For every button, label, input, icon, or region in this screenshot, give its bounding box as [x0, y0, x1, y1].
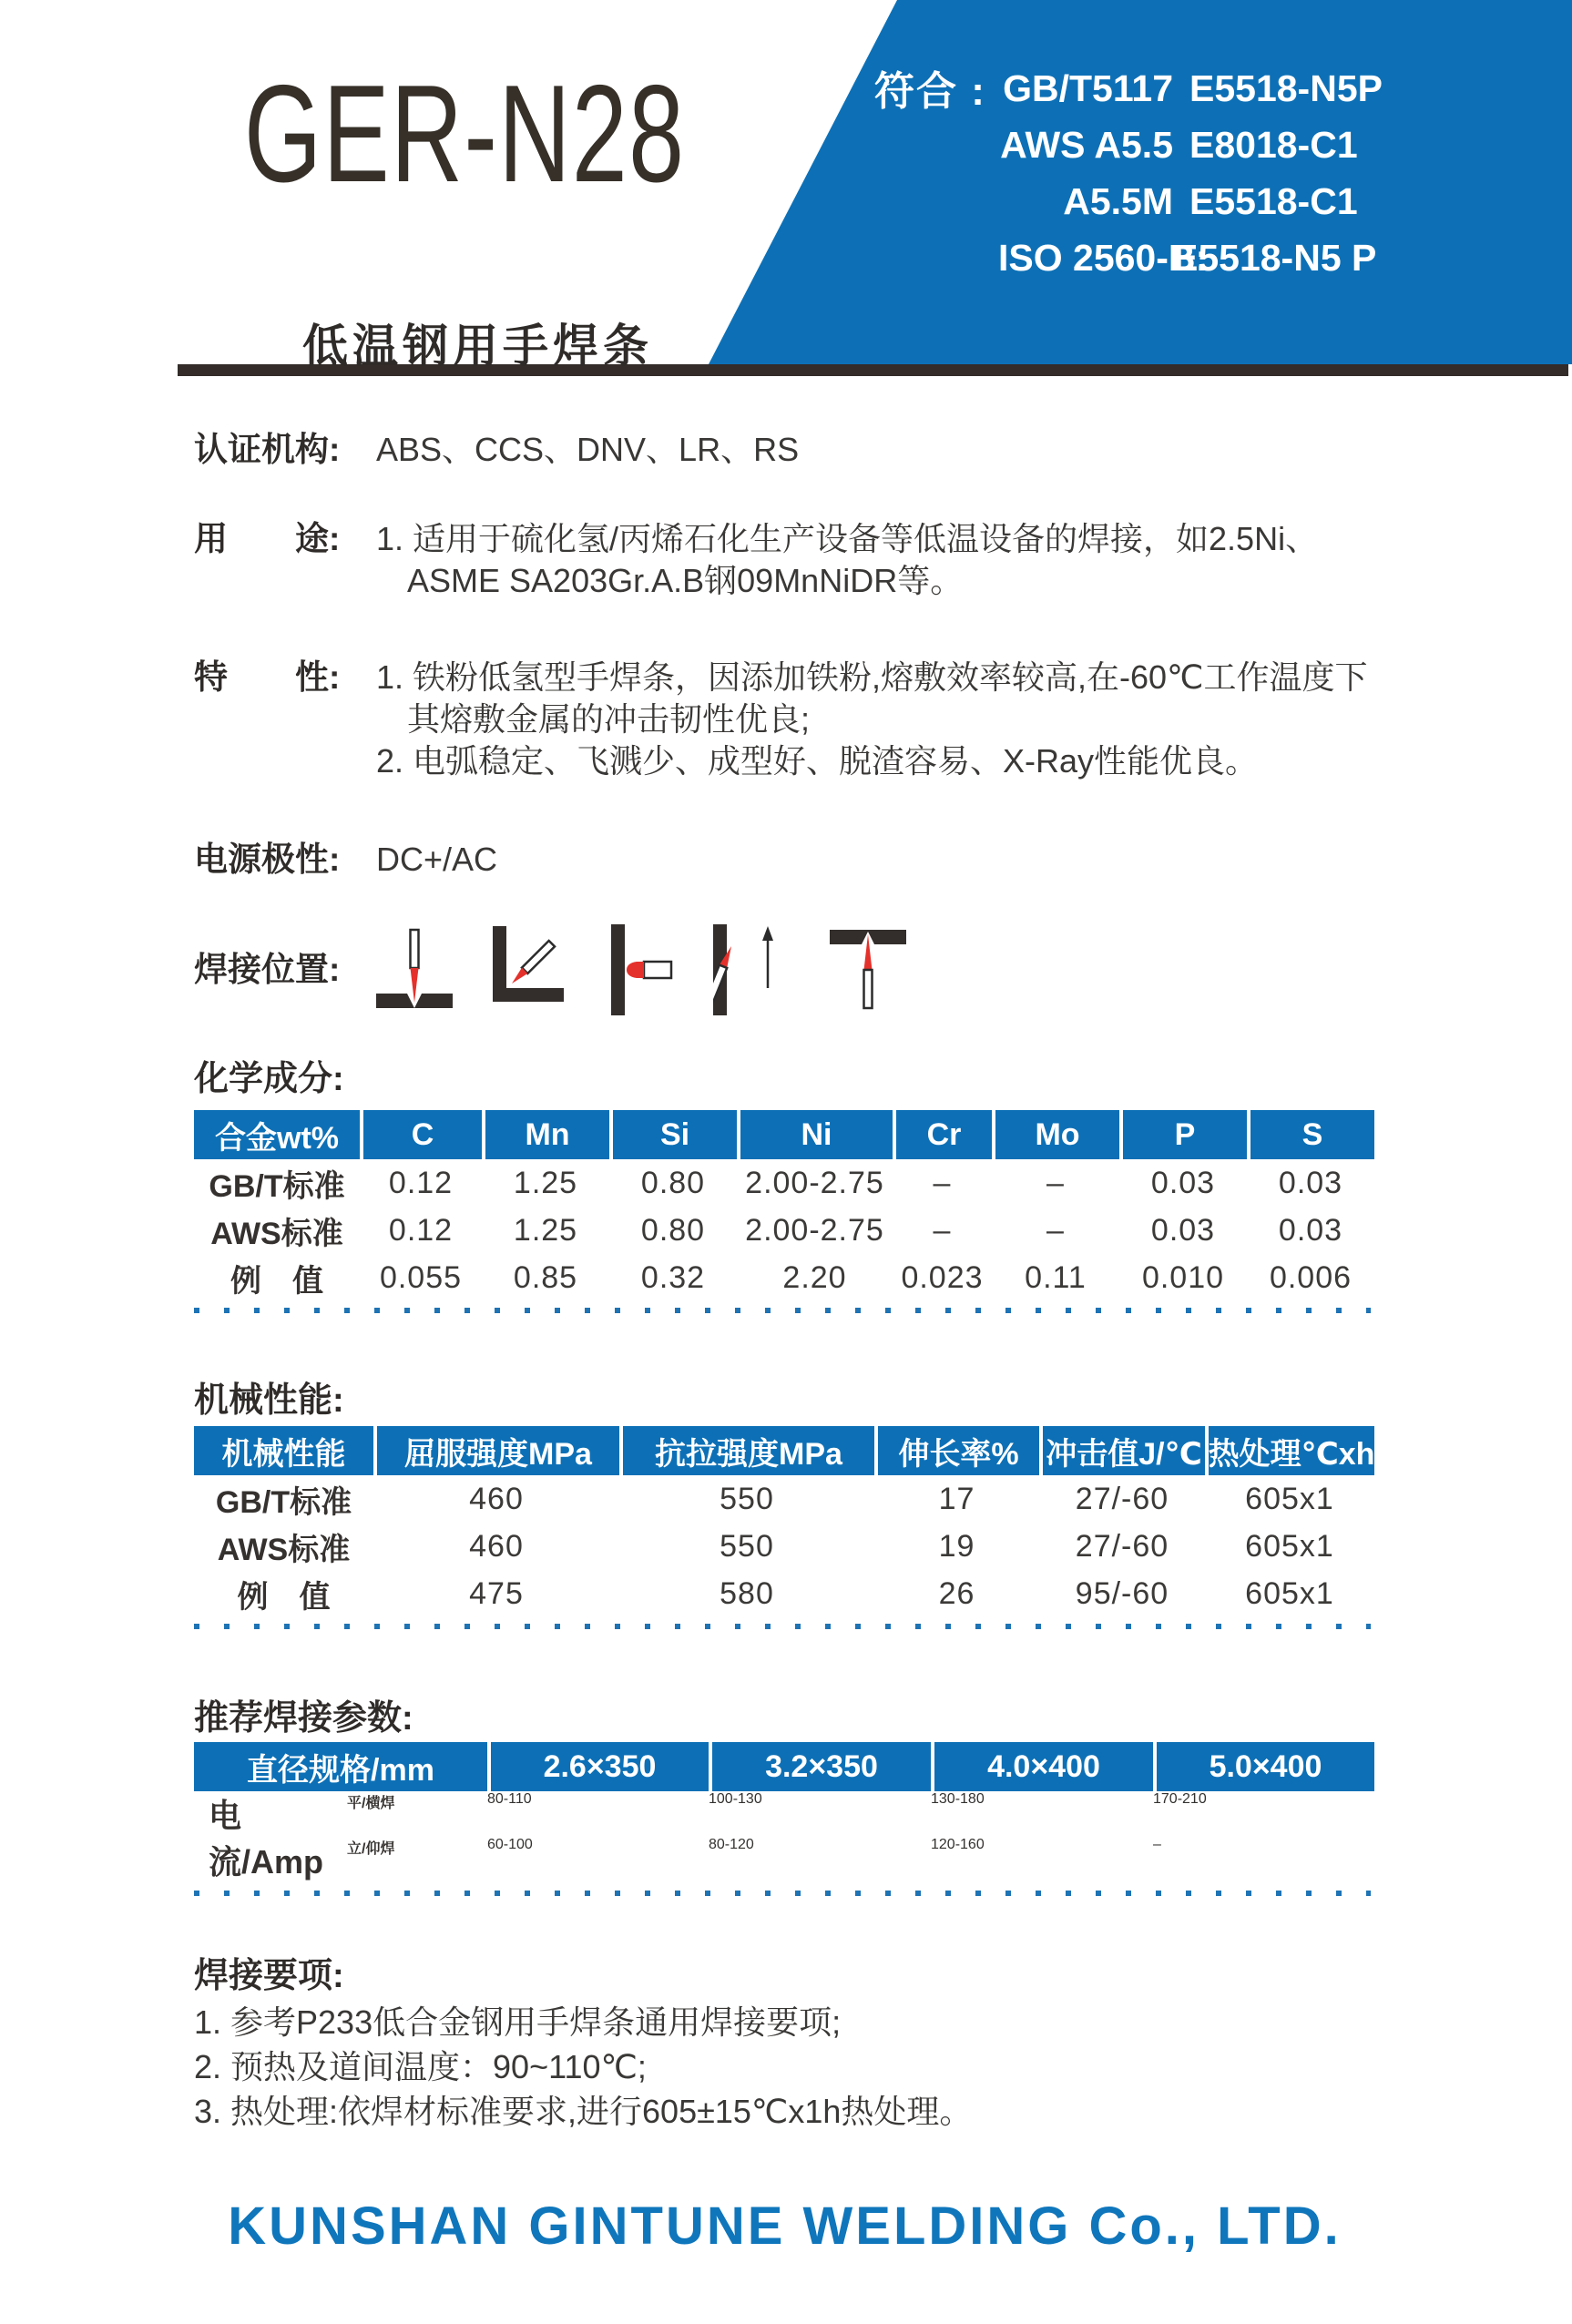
chem-cell: 0.11: [1025, 1259, 1087, 1295]
overhead-position-icon: [830, 924, 906, 1015]
compliance-line: [998, 229, 1383, 286]
product-subtitle: 低温钢用手焊条: [302, 321, 653, 372]
compliance-list: [998, 60, 1383, 286]
usage-line: 1. 适用于硫化氢/丙烯石化生产设备等低温设备的焊接，如2.5Ni、: [376, 520, 1319, 557]
compliance-standard: ISO 2560-B:: [998, 236, 1209, 279]
positions-label: 焊接位置:: [194, 951, 341, 988]
chem-cell: 1.25: [513, 1165, 578, 1200]
mech-header-cell: 抗拉强度MPa: [619, 1426, 874, 1475]
params-cell: 170-210: [1153, 1791, 1207, 1807]
mech-cell: 27/-60: [1075, 1481, 1169, 1516]
chem-cell: 0.85: [513, 1259, 578, 1295]
chem-row-label: GB/T标准: [209, 1168, 345, 1204]
mech-table-row: [194, 1475, 1375, 1523]
mech-header-cell: 热处理℃xh: [1205, 1426, 1374, 1475]
chem-row-label: AWS标准: [210, 1216, 343, 1251]
compliance-class: E8018-C1: [1189, 123, 1358, 166]
params-cell: 120-160: [931, 1837, 985, 1852]
feature-label: 特 性:: [194, 658, 341, 696]
mech-cell: 605x1: [1245, 1528, 1334, 1564]
usage-line: ASME SA203Gr.A.B钢09MnNiDR等。: [407, 562, 964, 599]
mech-cell: 550: [720, 1481, 774, 1516]
compliance-standard: AWS A5.5: [1000, 123, 1173, 166]
compliance-class: E5518-N5 P: [1173, 236, 1377, 279]
chem-header-cell: Cr: [893, 1110, 992, 1159]
chem-header-cell: P: [1119, 1110, 1247, 1159]
mech-header-cell: 冲击值J/℃: [1039, 1426, 1205, 1475]
vertical-up-position-icon: [713, 924, 790, 1015]
chem-cell: 2.00-2.75: [745, 1165, 884, 1200]
mech-row-label: 例 值: [237, 1579, 331, 1615]
chem-cell: 1.25: [513, 1212, 578, 1248]
horizontal-position-icon: [606, 924, 673, 1015]
certification-row: [194, 429, 1375, 471]
params-header-cell: 3.2×350: [709, 1742, 931, 1791]
fillet-position-icon: [493, 924, 566, 1015]
chem-table: [194, 1110, 1375, 1301]
params-header-cell: 4.0×400: [931, 1742, 1153, 1791]
chem-cell: 0.006: [1269, 1259, 1353, 1295]
mech-header-cell: 屈服强度MPa: [373, 1426, 619, 1475]
content: [194, 379, 1375, 2257]
dotted-separator: [194, 1308, 1371, 1313]
certification-value: ABS、CCS、DNV、LR、RS: [376, 431, 800, 468]
compliance-standard: A5.5M: [1063, 179, 1173, 222]
chem-cell: 0.12: [388, 1212, 454, 1248]
chem-header-cell: Mo: [992, 1110, 1119, 1159]
compliance-class: E5518-C1: [1189, 179, 1358, 222]
mech-cell: 475: [469, 1575, 524, 1611]
chem-cell: 0.023: [901, 1259, 984, 1295]
params-header-cell: 5.0×400: [1153, 1742, 1374, 1791]
company-logo-text: KUNSHAN GINTUNE WELDING Co., LTD.: [228, 2197, 1342, 2256]
mech-cell: 19: [938, 1528, 975, 1564]
mech-table-row: [194, 1570, 1375, 1617]
product-title: GER-N28: [244, 56, 686, 211]
mech-cell: 605x1: [1245, 1575, 1334, 1611]
notes-section-heading: 焊接要项:: [194, 1957, 344, 1995]
mech-row-label: GB/T标准: [215, 1484, 352, 1520]
compliance-line: [998, 173, 1383, 229]
chem-table-row: [194, 1207, 1375, 1254]
params-cell: 60-100: [487, 1837, 533, 1852]
chem-header-cell: S: [1247, 1110, 1374, 1159]
feature-line: 1. 铁粉低氢型手焊条，因添加铁粉,熔敷效率较高,在-60℃工作温度下: [376, 658, 1368, 696]
compliance-line: [998, 60, 1383, 117]
mech-cell: 460: [469, 1481, 524, 1516]
chem-cell: 0.12: [388, 1165, 454, 1200]
welding-position-icons: [376, 924, 906, 1015]
mech-row-label: AWS标准: [217, 1532, 351, 1567]
chem-section-heading: 化学成分:: [194, 1060, 344, 1098]
mech-cell: 580: [720, 1575, 774, 1611]
mech-cell: 460: [469, 1528, 524, 1564]
notes-list: [194, 2000, 1375, 2134]
chem-table-row: [194, 1254, 1375, 1301]
polarity-value: DC+/AC: [376, 841, 498, 878]
mech-header-cell: 伸长率%: [874, 1426, 1039, 1475]
chem-cell: 0.055: [379, 1259, 463, 1295]
certification-label: 认证机构:: [194, 431, 341, 468]
feature-row: [194, 657, 1375, 782]
params-cell: 130-180: [931, 1791, 985, 1807]
footer: [194, 2196, 1375, 2257]
chem-cell: 0.32: [640, 1259, 706, 1295]
params-row-label: 平/横焊: [347, 1796, 395, 1811]
chem-cell: 2.00-2.75: [745, 1212, 884, 1248]
params-cell: 80-120: [709, 1837, 754, 1852]
feature-line: 其熔敷金属的冲击韧性优良;: [407, 700, 811, 738]
chem-cell: 2.20: [782, 1259, 847, 1295]
params-cell: 80-110: [487, 1791, 532, 1807]
compliance-class: E5518-N5P: [1189, 66, 1383, 109]
mech-cell: 550: [720, 1528, 774, 1564]
params-table-body: [194, 1791, 1375, 1882]
note-item: 2. 预热及道间温度：90~110℃;: [194, 2048, 647, 2085]
chem-table-row: [194, 1159, 1375, 1207]
params-cell: –: [1153, 1837, 1161, 1852]
usage-label: 用 途:: [194, 520, 341, 557]
params-row-label: 立/仰焊: [347, 1841, 395, 1857]
mech-cell: 26: [938, 1575, 975, 1611]
compliance-line: [998, 117, 1383, 173]
mech-cell: 17: [938, 1481, 975, 1516]
dotted-separator: [194, 1891, 1371, 1896]
chem-cell: –: [933, 1165, 952, 1200]
mech-section-heading: 机械性能:: [194, 1381, 344, 1420]
compliance-standard: GB/T5117: [1003, 66, 1173, 109]
params-section-heading: 推荐焊接参数:: [194, 1699, 413, 1738]
mech-header-cell: 机械性能: [194, 1426, 373, 1475]
params-cell: 100-130: [709, 1791, 762, 1807]
chem-cell: 0.03: [1150, 1165, 1216, 1200]
note-item: 3. 热处理:依焊材标准要求,进行605±15℃x1h热处理。: [194, 2093, 973, 2130]
mech-cell: 605x1: [1245, 1481, 1334, 1516]
dotted-separator: [194, 1624, 1371, 1629]
chem-header-cell: Mn: [482, 1110, 609, 1159]
feature-text: [376, 657, 1368, 782]
chem-row-label: 例 值: [230, 1263, 323, 1299]
chem-table-header: [194, 1110, 1375, 1159]
chem-cell: 0.03: [1278, 1165, 1343, 1200]
params-table-header: [194, 1742, 1375, 1791]
params-header-cell: 2.6×350: [487, 1742, 709, 1791]
usage-text: [376, 518, 1318, 602]
params-table: [194, 1742, 1375, 1882]
chem-cell: –: [1046, 1165, 1065, 1200]
chem-cell: 0.010: [1141, 1259, 1225, 1295]
chem-cell: 0.80: [640, 1212, 706, 1248]
compliance-label: 符合 :: [874, 69, 986, 114]
chem-cell: 0.03: [1278, 1212, 1343, 1248]
feature-line: 2. 电弧稳定、飞溅少、成型好、脱渣容易、X-Ray性能优良。: [376, 742, 1259, 780]
params-group-label: 电流/Amp: [209, 1797, 324, 1881]
note-item: 1. 参考P233低合金钢用手焊条通用焊接要项;: [194, 2003, 842, 2041]
mech-cell: 95/-60: [1075, 1575, 1169, 1611]
chem-header-cell: 合金wt%: [194, 1110, 360, 1159]
mech-table: [194, 1426, 1375, 1617]
chem-cell: –: [933, 1212, 952, 1248]
flat-position-icon: [376, 924, 453, 1015]
mech-table-header: [194, 1426, 1375, 1475]
mech-cell: 27/-60: [1075, 1528, 1169, 1564]
chem-header-cell: Si: [609, 1110, 737, 1159]
mech-table-row: [194, 1523, 1375, 1570]
usage-row: [194, 518, 1375, 602]
chem-cell: –: [1046, 1212, 1065, 1248]
chem-header-cell: Ni: [737, 1110, 893, 1159]
params-header-cell: 直径规格/mm: [194, 1742, 487, 1791]
polarity-row: [194, 839, 1375, 881]
chem-cell: 0.80: [640, 1165, 706, 1200]
chem-header-cell: C: [360, 1110, 482, 1159]
welding-positions-row: [194, 924, 1375, 1015]
chem-cell: 0.03: [1150, 1212, 1216, 1248]
polarity-label: 电源极性:: [194, 841, 341, 878]
